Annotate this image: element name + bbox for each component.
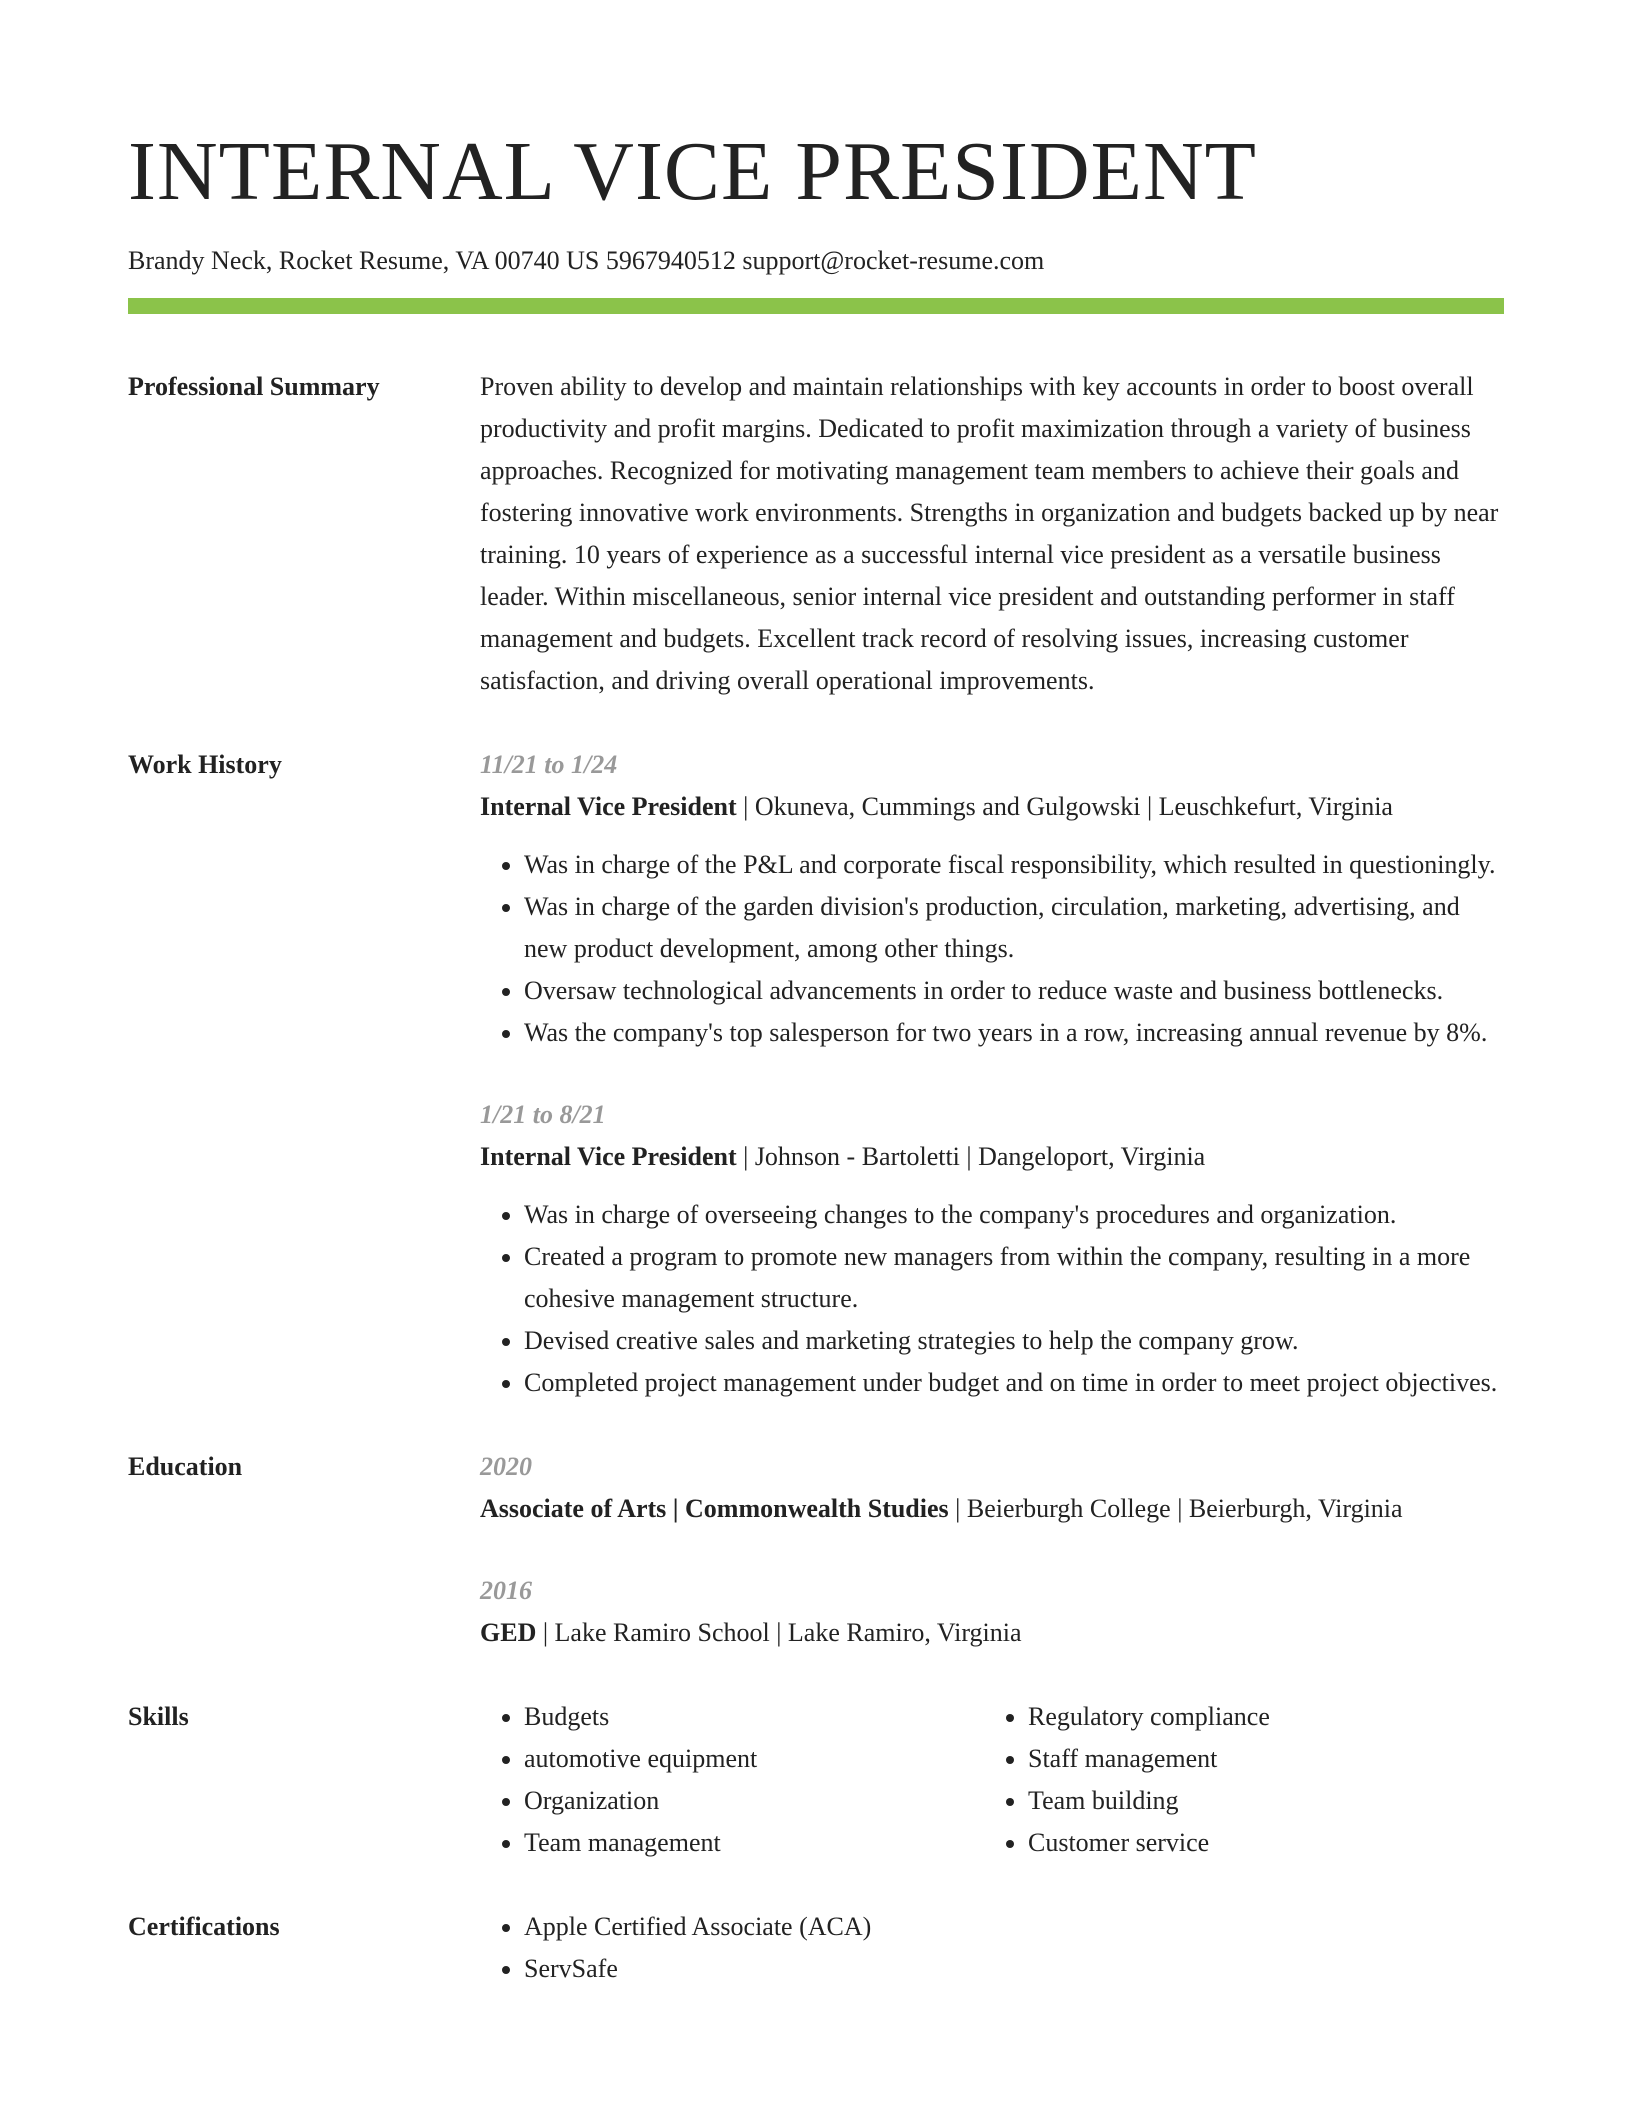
contact-line: Brandy Neck, Rocket Resume, VA 00740 US 5967940512 support@rocket-resume.com xyxy=(128,246,1045,275)
list-item: • Apple Certified Associate (ACA) xyxy=(524,1906,1504,1948)
skills-list xyxy=(480,1696,984,1864)
list-item: • Devised creative sales and marketing strategies to help the company grow. xyxy=(524,1320,1504,1362)
job-heading xyxy=(480,1136,1504,1178)
education-year: 2016 xyxy=(480,1576,532,1605)
education-school-location: | Lake Ramiro School | Lake Ramiro, Virginia xyxy=(536,1618,1022,1647)
list-item: • Created a program to promote new managers from within the company, resulting in a more cohesive management structure. xyxy=(524,1236,1504,1320)
list-item: • Was in charge of the garden division's production, circulation, marketing, advertising, and new product development, among other things. xyxy=(524,886,1504,970)
list-item: • Budgets xyxy=(524,1696,984,1738)
section-certifications xyxy=(128,1906,1504,1990)
resume-title: INTERNAL VICE PRESIDENT xyxy=(128,125,1257,218)
list-item: • Was in charge of the P&L and corporate fiscal responsibility, which resulted in questioningly. xyxy=(524,844,1504,886)
accent-divider xyxy=(128,298,1504,314)
education-degree: GED xyxy=(480,1618,537,1647)
job-title: Internal Vice President xyxy=(480,1142,737,1171)
education-body xyxy=(480,1446,1504,1654)
list-item: • automotive equipment xyxy=(524,1738,984,1780)
education-heading xyxy=(480,1488,1504,1530)
summary-body xyxy=(480,366,1504,702)
section-label-education: Education xyxy=(128,1452,243,1481)
list-item: • ServSafe xyxy=(524,1948,1504,1990)
education-school-location: | Beierburgh College | Beierburgh, Virginia xyxy=(948,1494,1403,1523)
list-item: • Organization xyxy=(524,1780,984,1822)
education-entry xyxy=(480,1570,1504,1654)
section-work-history xyxy=(128,744,1504,1404)
section-label-skills: Skills xyxy=(128,1702,189,1731)
skills-column-right xyxy=(984,1696,1488,1864)
skills-column-left xyxy=(480,1696,984,1864)
job-dates: 11/21 to 1/24 xyxy=(480,750,618,779)
skills-list xyxy=(984,1696,1488,1864)
education-entry xyxy=(480,1446,1504,1530)
section-label-work-history: Work History xyxy=(128,750,282,779)
certifications-body xyxy=(480,1906,1504,1990)
list-item: • Regulatory compliance xyxy=(1028,1696,1488,1738)
list-item: • Staff management xyxy=(1028,1738,1488,1780)
job-bullets xyxy=(480,1194,1504,1404)
education-heading xyxy=(480,1612,1504,1654)
work-history-body xyxy=(480,744,1504,1404)
job-entry xyxy=(480,744,1504,1054)
job-employer-location: | Johnson - Bartoletti | Dangeloport, Virginia xyxy=(736,1142,1206,1171)
job-heading xyxy=(480,786,1504,828)
section-summary xyxy=(128,366,1504,702)
section-label-certifications: Certifications xyxy=(128,1912,280,1941)
list-item: • Completed project management under budget and on time in order to meet project objectives. xyxy=(524,1362,1504,1404)
job-employer-location: | Okuneva, Cummings and Gulgowski | Leuschkefurt, Virginia xyxy=(736,792,1393,821)
certifications-list xyxy=(480,1906,1504,1990)
list-item: • Oversaw technological advancements in order to reduce waste and business bottlenecks. xyxy=(524,970,1504,1012)
job-title: Internal Vice President xyxy=(480,792,737,821)
education-degree: Associate of Arts | Commonwealth Studies xyxy=(480,1494,949,1523)
list-item: • Was the company's top salesperson for two years in a row, increasing annual revenue by 8%. xyxy=(524,1012,1504,1054)
skills-body xyxy=(480,1696,1504,1864)
section-label-summary: Professional Summary xyxy=(128,372,380,401)
list-item: • Team management xyxy=(524,1822,984,1864)
education-year: 2020 xyxy=(480,1452,532,1481)
job-bullets xyxy=(480,844,1504,1054)
job-entry xyxy=(480,1094,1504,1404)
section-skills xyxy=(128,1696,1504,1864)
list-item: • Customer service xyxy=(1028,1822,1488,1864)
section-education xyxy=(128,1446,1504,1654)
list-item: • Was in charge of overseeing changes to the company's procedures and organization. xyxy=(524,1194,1504,1236)
summary-text: Proven ability to develop and maintain relationships with key accounts in order to boost overall productivity and profit margins. Dedicated to profit maximization through a variety of business approaches. Recognized for motivating management team members to achieve their goals and fostering innovative work environments. Strengths in organization and budgets backed up by near training. 10 years of experience as a successful internal vice president as a versatile business leader. Within miscellaneous, senior internal vice president and outstanding performer in staff management and budgets. Excellent track record of resolving issues, increasing customer satisfaction, and driving overall operational improvements. xyxy=(480,372,1499,695)
job-dates: 1/21 to 8/21 xyxy=(480,1100,606,1129)
list-item: • Team building xyxy=(1028,1780,1488,1822)
